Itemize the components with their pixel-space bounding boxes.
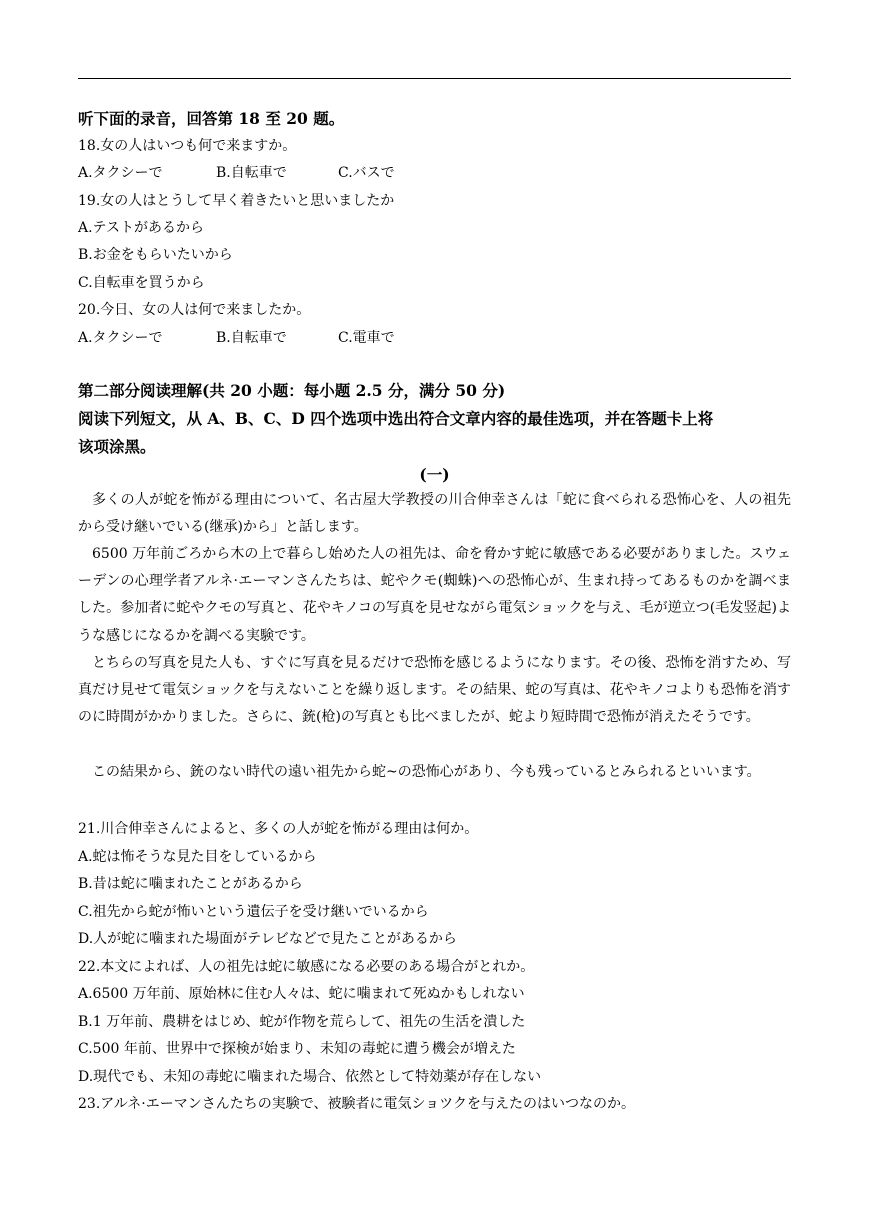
- question-19-stem: 19.女の人はとうして早く着きたいと思いましたか: [78, 193, 395, 209]
- question-23-stem: 23.アルネ·エーマンさんたちの実験で、被験者に電気ショツクを与えたのはいつなのか。: [78, 1096, 636, 1112]
- question-18-option-c: C.バスで: [338, 165, 395, 181]
- passage-paragraph-2: 6500 万年前ごろから木の上で暮らし始めた人の祖先は、命を脅かす蛇に敏感である必要がありました。スウェーデンの心理学者アルネ·エーマンさんたちは、蛇やクモ(蜘蛛)への恐怖心が、生まれ持ってあるものかを調べました。参加者に蛇やクモの写真と、花やキノコの写真を見せながら電気ショックを与え、毛が逆立つ(毛发竖起)ような感じになるかを調べる実験です。: [78, 546, 791, 644]
- question-22-option-a: A.6500 万年前、原始林に住む人々は、蛇に噛まれて死ぬかもしれない: [78, 986, 525, 1002]
- passage-label: (一): [419, 465, 450, 484]
- question-21-option-c: C.祖先から蛇が怖いという遺伝子を受け継いでいるから: [78, 904, 429, 920]
- question-20-stem: 20.今日、女の人は何で来ましたか。: [78, 302, 311, 318]
- passage-paragraph-3: とちらの写真を見た人も、すぐに写真を見るだけで恐怖を感じるようになります。その後、恐怖を消すため、写真だけ見せて電気ショックを与えないことを繰り返します。その結果、蛇の写真は、花やキノコよりも恐怖を消すのに時間がかかりました。さらに、銃(枪)の写真とも比べましたが、蛇より短時間で恐怖が消えたそうです。: [78, 655, 791, 726]
- listening-instruction: 听下面的录音，回答第 18 至 20 题。: [78, 109, 345, 128]
- question-19-option-b: B.お金をもらいたいから: [78, 247, 233, 263]
- question-21-option-d: D.人が蛇に噛まれた場面がテレビなどで見たことがあるから: [78, 931, 457, 947]
- question-20-option-b: B.自転車で: [216, 330, 287, 346]
- question-22-option-d: D.現代でも、未知の毒蛇に噛まれた場合、依然として特効薬が存在しない: [78, 1069, 542, 1085]
- passage-paragraph-1: 多くの人が蛇を怖がる理由について、名古屋大学教授の川合伸幸さんは「蛇に食べられる恐怖心を、人の祖先から受け継いでいる(继承)から」と話します。: [78, 492, 791, 536]
- question-18-option-a: A.タクシーで: [78, 165, 163, 181]
- question-18-stem: 18.女の人はいつも何で来ますか。: [78, 138, 297, 154]
- reading-instruction-line-1: 阅读下列短文，从 A、B、C、D 四个选项中选出符合文章内容的最佳选项，并在答题卡上将: [78, 409, 714, 428]
- question-21-option-a: A.蛇は怖そうな見た目をしているから: [78, 849, 317, 865]
- question-22-option-b: B.1 万年前、農耕をはじめ、蛇が作物を荒らして、祖先の生活を潰した: [78, 1014, 526, 1030]
- question-18-options: [78, 164, 395, 182]
- reading-instruction-line-2: 该项涂黑。: [78, 437, 156, 456]
- question-19-option-c: C.自転車を買うから: [78, 275, 205, 291]
- question-20-option-c: C.電車で: [338, 330, 395, 346]
- question-19-option-a: A.テストがあるから: [78, 220, 205, 236]
- question-22-stem: 22.本文によれば、人の祖先は蛇に敏感になる必要のある場合がとれか。: [78, 959, 535, 975]
- question-21-stem: 21.川合伸幸さんによると、多くの人が蛇を怖がる理由は何か。: [78, 821, 479, 837]
- question-18-option-b: B.自転車で: [216, 165, 287, 181]
- question-20-option-a: A.タクシーで: [78, 330, 163, 346]
- passage-paragraph-4: この結果から、銃のない時代の遠い祖先から蛇~の恐怖心があり、今も残っているとみられるといいます。: [92, 764, 761, 780]
- question-22-option-c: C.500 年前、世界中で探検が始まり、未知の毒蛇に遭う機会が増えた: [78, 1041, 516, 1057]
- question-20-options: [78, 329, 395, 347]
- header-rule: [78, 78, 791, 79]
- question-21-option-b: B.昔は蛇に噛まれたことがあるから: [78, 876, 303, 892]
- reading-section-title: 第二部分阅读理解(共 20 小题：每小题 2.5 分，满分 50 分): [78, 381, 506, 400]
